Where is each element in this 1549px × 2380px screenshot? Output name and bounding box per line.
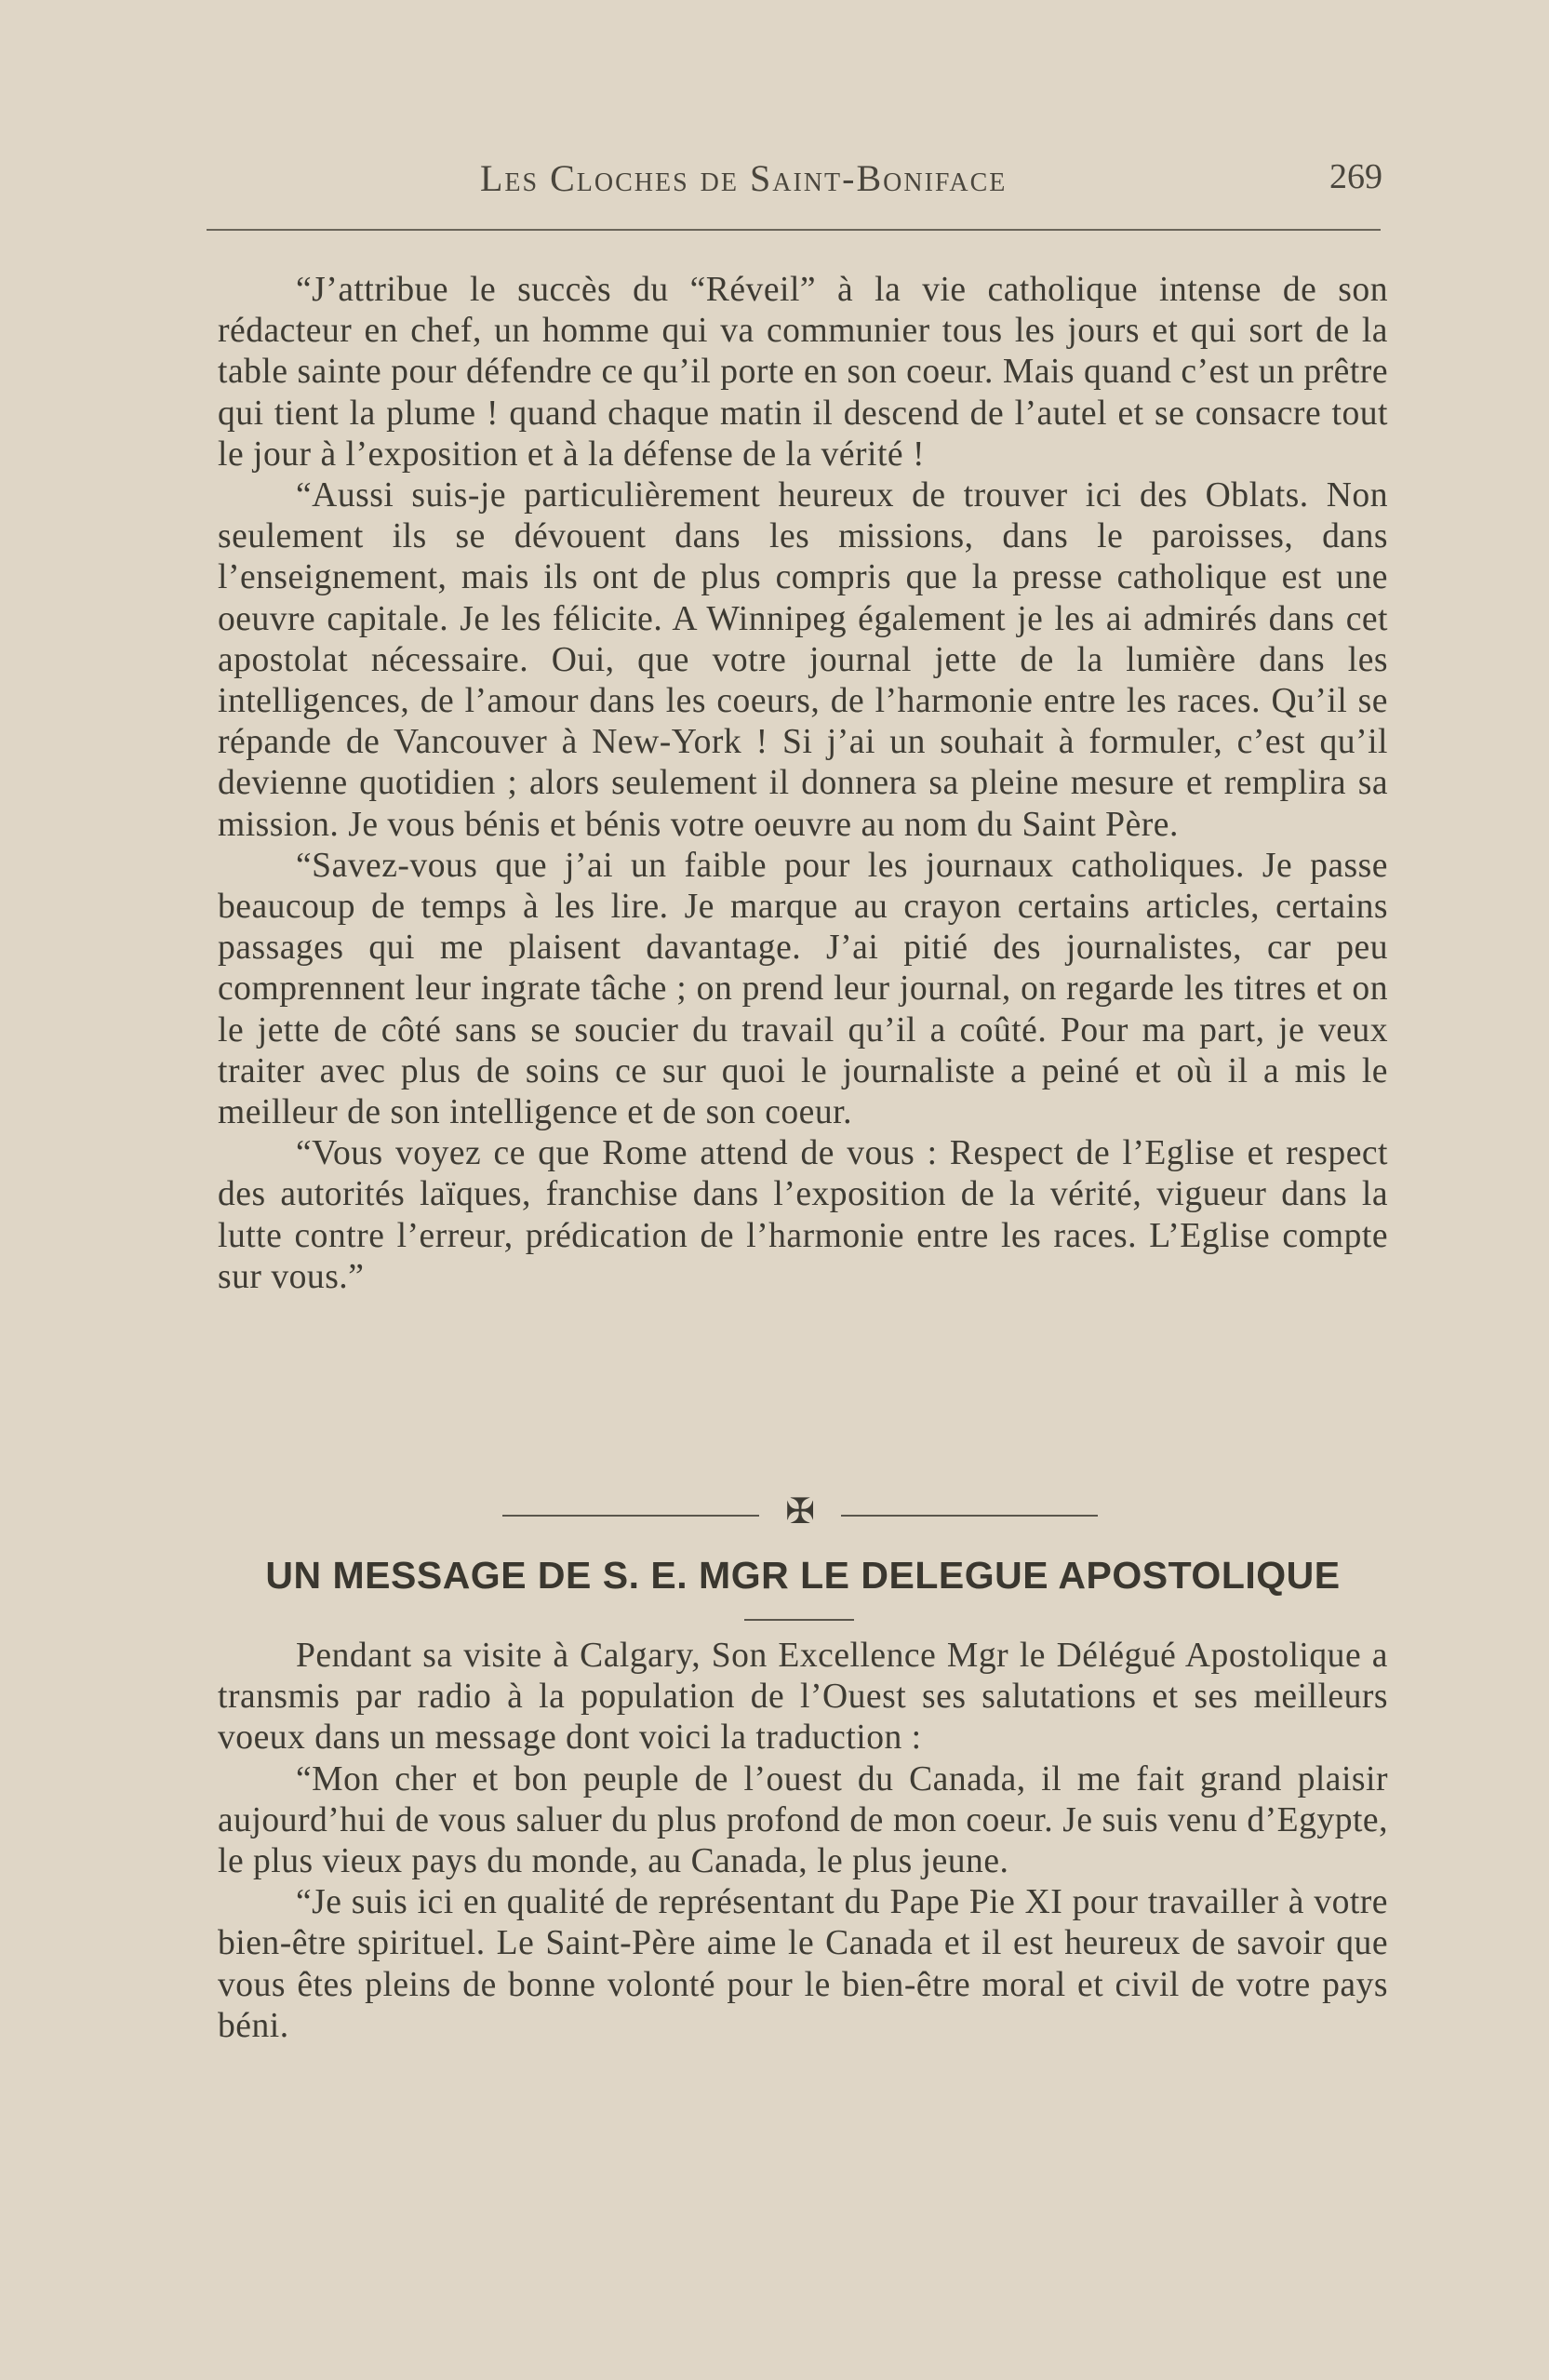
running-title: Les Cloches de Saint-Boniface	[480, 157, 1008, 199]
paragraph: “Je suis ici en qualité de représentant du Pape Pie XI pour travailler à votre bien-être spirituel. Le Saint-Père aime le Canada et il est heureux de savoir que vous êtes pleins de bonne volonté pour le bien-être moral et civil de votre pays béni.	[218, 1883, 1388, 2045]
section-heading: UN MESSAGE DE S. E. MGR LE DELEGUE APOSTOLIQUE	[265, 1554, 1341, 1597]
article-body	[218, 270, 1388, 1298]
intro-paragraph: Pendant sa visite à Calgary, Son Excellence Mgr le Délégué Apostolique a transmis par radio à la population de l’Ouest ses salutations et ses meilleurs voeux dans un message dont voici la traduction :	[218, 1637, 1388, 1758]
paragraph: “Mon cher et bon peuple de l’ouest du Canada, il me fait grand plaisir aujourd’hui de vous saluer du plus profond de mon coeur. Je suis venu d’Egypte, le plus vieux pays du monde, au Canada, le plus jeune.	[218, 1759, 1388, 1881]
paragraph: “Vous voyez ce que Rome attend de vous : Respect de l’Eglise et respect des autorités laïques, franchise dans l’exposition de la vérité, vigueur dans la lutte contre l’erreur, prédication de l’harmonie entre les races. L’Eglise compte sur vous.”	[218, 1134, 1388, 1296]
section-divider	[502, 1491, 1098, 1531]
paragraph: “Aussi suis-je particulièrement heureux de trouver ici des Oblats. Non seulement ils se dévouent dans les missions, dans le paroisses, dans l’enseignement, mais ils ont de plus compris que la presse catholique est une oeuvre capitale. Je les félicite. A Winnipeg également je les ai admirés dans cet apostolat nécessaire. Oui, que votre journal jette de la lumière dans les intelligences, de l’amour dans les coeurs, de l’harmonie entre les races. Qu’il se répande de Vancouver à New-York ! Si j’ai un souhait à formuler, c’est qu’il devienne quotidien ; alors seulement il donnera sa pleine mesure et remplira sa mission. Je vous bénis et bénis votre oeuvre au nom du Saint Père.	[218, 476, 1388, 844]
divider-line-right	[841, 1515, 1098, 1517]
paragraph: “J’attribue le succès du “Réveil” à la vie catholique intense de son rédacteur en chef, un homme qui va communier tous les jours et qui sort de la table sainte pour défendre ce qu’il porte en son coeur. Mais quand c’est un prêtre qui tient la plume ! quand chaque matin il descend de l’autel et se consacre tout le jour à l’exposition et à la défense de la vérité !	[218, 271, 1388, 474]
divider-line-left	[502, 1515, 759, 1517]
paragraph: “Savez-vous que j’ai un faible pour les journaux catholiques. Je passe beaucoup de temps à les lire. Je marque au crayon certains articles, certains passages qui me plaisent davantage. J’ai pitié des journalistes, car peu comprennent leur ingrate tâche ; on prend leur journal, on regarde les titres et on le jette de côté sans se soucier du travail qu’il a coûté. Pour ma part, je veux traiter avec plus de soins ce sur quoi le journaliste a peiné et où il a mis le meilleur de son intelligence et de son coeur.	[218, 846, 1388, 1132]
header-rule	[207, 229, 1381, 231]
running-head	[220, 156, 1382, 212]
page-number: 269	[1329, 157, 1382, 196]
message-body	[218, 1636, 1388, 2047]
cross-icon: ✠	[785, 1491, 815, 1531]
heading-underline	[744, 1619, 854, 1621]
